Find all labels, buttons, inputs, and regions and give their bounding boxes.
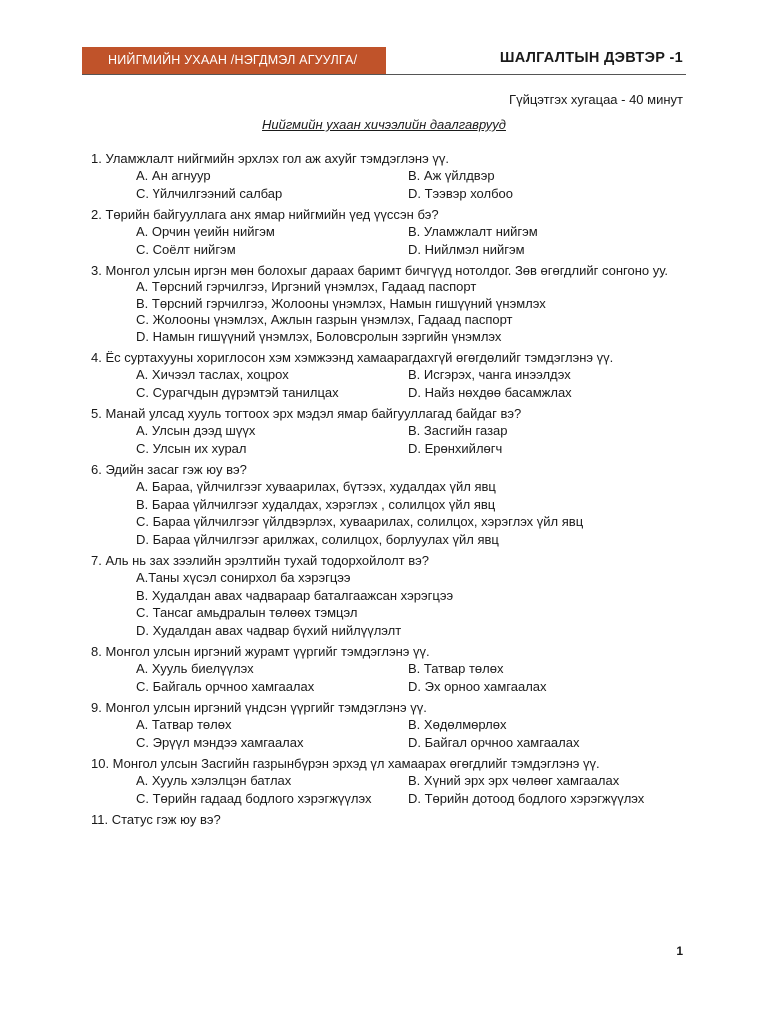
question-2 <box>91 207 686 258</box>
question-text: 7. Аль нь зах зээлийн эрэлтийн тухай тодорхойлолт вэ? <box>91 553 430 568</box>
question-text: 1. Уламжлалт нийгмийн эрхлэх гол аж ахуйг тэмдэглэнэ үү. <box>91 151 449 166</box>
question-9 <box>91 700 686 751</box>
option-b: B. Худалдан авах чадвараар баталгаажсан хэрэгцээ <box>136 587 454 603</box>
question-text: 3. Монгол улсын иргэн мөн болохыг дараах баримт бичгүүд нотолдог. Зөв өгөгдлийг сонгоно уу. <box>91 263 669 278</box>
option-d: D. Эх орноо хамгаалах <box>408 678 547 694</box>
option-d: D. Бараа үйлчилгээг арилжах, солилцох, борлуулах үйл явц <box>136 531 499 547</box>
subject-banner-text: НИЙГМИЙН УХААН /НЭГДМЭЛ АГУУЛГА/ <box>108 53 358 67</box>
option-a: A. Хууль биелүүлэх <box>136 661 254 676</box>
option-b: B. Засгийн газар <box>408 423 508 438</box>
header-divider <box>82 74 686 75</box>
option-d: D. Найз нөхдөө басамжлах <box>408 384 572 400</box>
option-d: D. Худалдан авах чадвар бүхий нийлүүлэлт <box>136 622 402 638</box>
subject-banner <box>82 47 386 74</box>
question-text: 11. Статус гэж юу вэ? <box>91 812 221 827</box>
option-b: B. Хүний эрх эрх чөлөөг хамгаалах <box>408 773 620 788</box>
option-b: B. Уламжлалт нийгэм <box>408 224 538 239</box>
question-text: 8. Монгол улсын иргэний журамт үүргийг тэмдэглэнэ үү. <box>91 644 430 659</box>
option-a: A. Төрсний гэрчилгээ, Иргэний үнэмлэх, Гадаад паспорт <box>136 279 477 294</box>
question-text: 6. Эдийн засаг гэж юу вэ? <box>91 462 247 477</box>
option-a: A. Хичээл таслах, хоцрох <box>136 367 289 382</box>
option-d: D. Нийлмэл нийгэм <box>408 241 525 257</box>
question-4 <box>91 350 686 401</box>
option-c: C. Улсын их хурал <box>136 440 247 456</box>
option-d: D. Төрийн дотоод бодлого хэрэгжүүлэх <box>408 790 645 806</box>
question-list <box>91 151 686 833</box>
question-5 <box>91 406 686 457</box>
option-b: B. Аж үйлдвэр <box>408 168 495 183</box>
option-c: C. Бараа үйлчилгээг үйлдвэрлэх, хуваарилах, солилцох, хэрэглэх үйл явц <box>136 514 584 529</box>
booklet-title: ШАЛГАЛТЫН ДЭВТЭР -1 <box>499 50 683 66</box>
question-text: 5. Манай улсад хууль тогтоох эрх мэдэл ямар байгууллагад байдаг вэ? <box>91 406 522 421</box>
option-b: B. Төрсний гэрчилгээ, Жолооны үнэмлэх, Намын гишүүний үнэмлэх <box>136 295 546 311</box>
option-c: C. Тансаг амьдралын төлөөх тэмцэл <box>136 605 358 620</box>
question-text: 2. Төрийн байгууллага анх ямар нийгмийн үед үүссэн бэ? <box>91 207 439 222</box>
option-b: B. Татвар төлөх <box>408 661 504 676</box>
page-number: 1 <box>676 944 683 958</box>
option-c: C. Эрүүл мэндээ хамгаалах <box>136 734 304 750</box>
question-1 <box>91 151 686 202</box>
section-subtitle: Нийгмийн ухаан хичээлийн даалгаврууд <box>262 117 506 132</box>
option-d: D. Ерөнхийлөгч <box>408 440 503 456</box>
option-d: D. Байгал орчноо хамгаалах <box>408 734 580 750</box>
option-a: A. Орчин үеийн нийгэм <box>136 224 275 239</box>
question-11 <box>91 812 686 828</box>
question-10 <box>91 756 686 807</box>
option-c: C. Соёлт нийгэм <box>136 241 236 257</box>
option-d: D. Тээвэр холбоо <box>408 185 513 201</box>
option-b: B. Бараа үйлчилгээг худалдах, хэрэглэх , солилцох үйл явц <box>136 496 496 512</box>
option-b: B. Исгэрэх, чанга инээлдэх <box>408 367 571 382</box>
question-7 <box>91 553 686 639</box>
time-limit: Гүйцэтгэх хугацаа - 40 минут <box>509 92 683 107</box>
option-a: A. Ан агнуур <box>136 168 211 183</box>
option-a: A.Таны хүсэл сонирхол ба хэрэгцээ <box>136 570 351 585</box>
option-a: A. Хууль хэлэлцэн батлах <box>136 773 292 788</box>
option-a: A. Бараа, үйлчилгээг хуваарилах, бүтээх, худалдах үйл явц <box>136 479 496 494</box>
question-3 <box>91 263 686 345</box>
question-text: 4. Ёс суртахууны хориглосон хэм хэмжээнд хамаарагдахгүй өгөгдөлийг тэмдэглэнэ үү. <box>91 350 614 365</box>
option-c: C. Сурагчдын дүрэмтэй танилцах <box>136 384 339 400</box>
option-c: C. Байгаль орчноо хамгаалах <box>136 678 315 694</box>
option-c: C. Төрийн гадаад бодлого хэрэгжүүлэх <box>136 790 372 806</box>
option-b: B. Хөдөлмөрлөх <box>408 717 507 732</box>
question-6 <box>91 462 686 548</box>
option-a: A. Татвар төлөх <box>136 717 232 732</box>
option-a: A. Улсын дээд шүүх <box>136 423 256 438</box>
option-c: C. Жолооны үнэмлэх, Ажлын газрын үнэмлэх, Гадаад паспорт <box>136 312 513 327</box>
option-d: D. Намын гишүүний үнэмлэх, Боловсролын зэргийн үнэмлэх <box>136 328 502 344</box>
question-text: 9. Монгол улсын иргэний үндсэн үүргийг тэмдэглэнэ үү. <box>91 700 427 715</box>
question-text: 10. Монгол улсын Засгийн газрынбүрэн эрхэд үл хамаарах өгөгдлийг тэмдэглэнэ үү. <box>91 756 600 771</box>
option-c: C. Үйлчилгээний салбар <box>136 185 283 201</box>
question-8 <box>91 644 686 695</box>
